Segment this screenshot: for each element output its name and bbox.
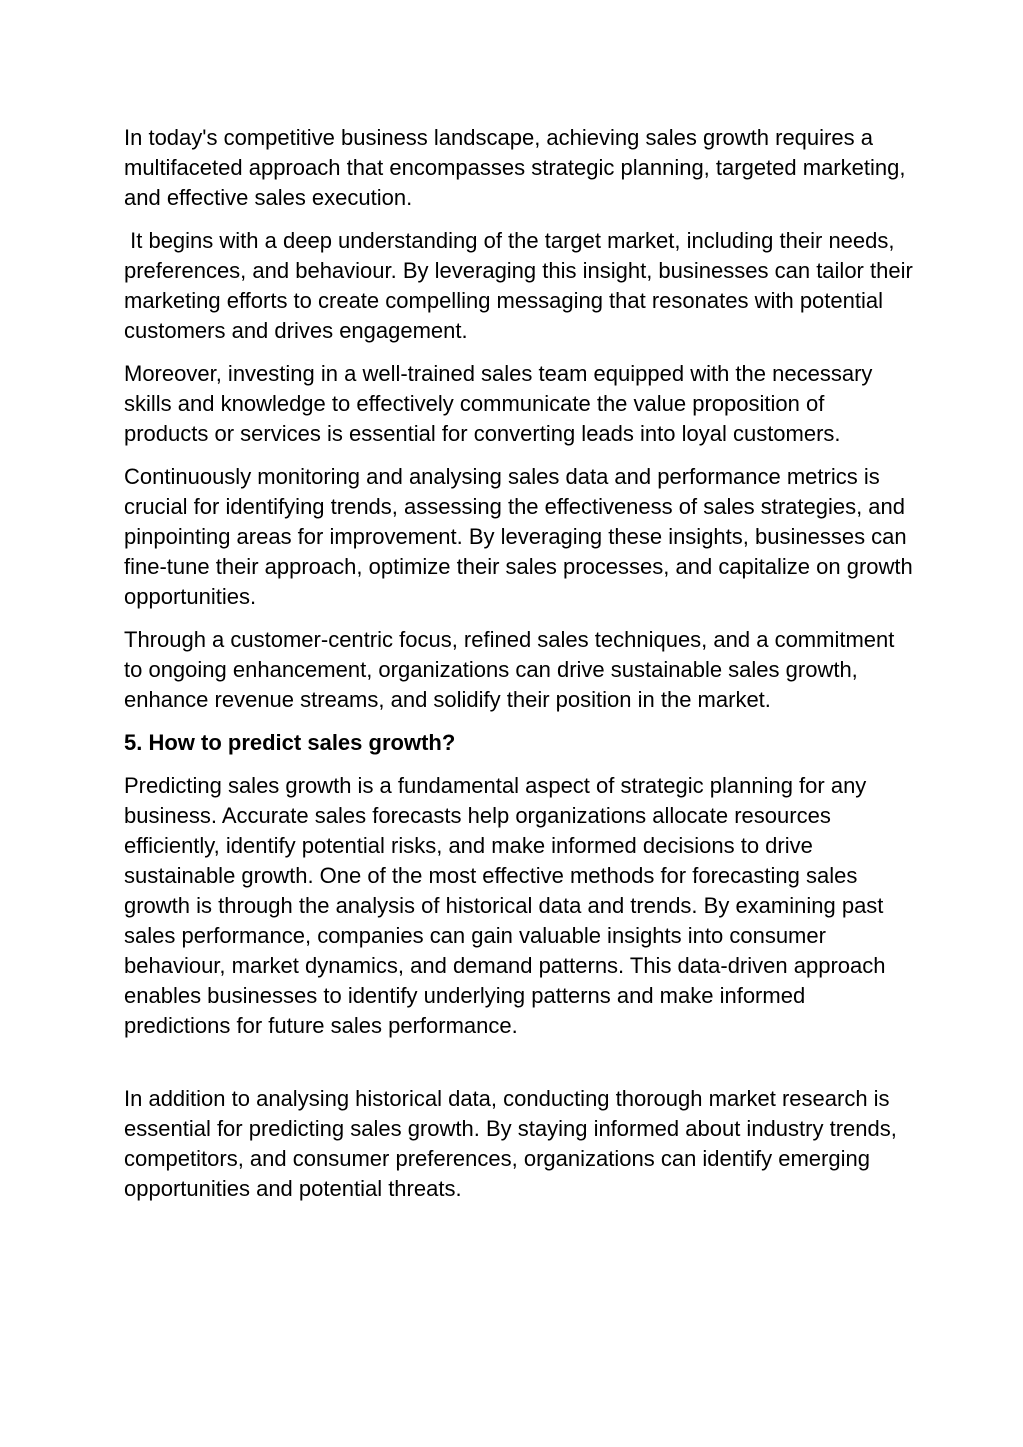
paragraph-sales-team: Moreover, investing in a well-trained sales team equipped with the necessary skills and knowledge to effectively communicate the value proposition of products or services is essential for converting leads into loyal customers.: [124, 361, 873, 446]
paragraph-market-research: In addition to analysing historical data, conducting thorough market research is essential for predicting sales growth. By staying informed about industry trends, competitors, and consumer preferences, organizations can identify emerging opportunities and potential threats.: [124, 1086, 897, 1201]
section-heading: 5. How to predict sales growth?: [124, 730, 456, 755]
paragraph-intro: In today's competitive business landscape, achieving sales growth requires a multifaceted approach that encompasses strategic planning, targeted marketing, and effective sales execution.: [124, 125, 906, 210]
paragraph-target-market-text: It begins with a deep understanding of the target market, including their needs, preferences, and behaviour. By leveraging this insight, businesses can tailor their marketing efforts to create compelling messaging that resonates with potential customers and drives engagement.: [124, 228, 919, 343]
paragraph-target-market: [124, 226, 919, 346]
paragraph-monitoring: Continuously monitoring and analysing sales data and performance metrics is crucial for identifying trends, assessing the effectiveness of sales strategies, and pinpointing areas for improvement. By leveraging these insights, businesses can fine-tune their approach, optimize their sales processes, and capitalize on growth opportunities.: [124, 464, 913, 609]
document-body: [124, 123, 919, 1217]
paragraph-predicting: Predicting sales growth is a fundamental aspect of strategic planning for any business. Accurate sales forecasts help organizations allocate resources efficiently, identify potential risks, and make informed decisions to drive sustainable growth. One of the most effective methods for forecasting sales growth is through the analysis of historical data and trends. By examining past sales performance, companies can gain valuable insights into consumer behaviour, market dynamics, and demand patterns. This data-driven approach enables businesses to identify underlying patterns and make informed predictions for future sales performance.: [124, 773, 886, 1038]
paragraph-customer-centric: Through a customer-centric focus, refined sales techniques, and a commitment to ongoing enhancement, organizations can drive sustainable sales growth, enhance revenue streams, and solidify their position in the market.: [124, 627, 895, 712]
